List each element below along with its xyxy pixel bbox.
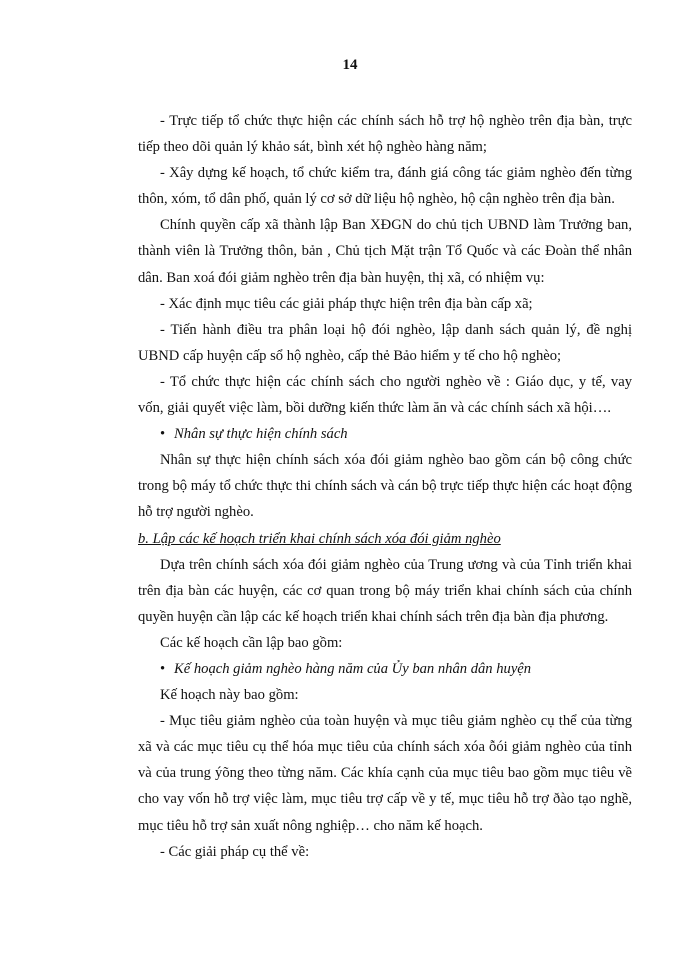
bullet-dot-icon: • [160,660,166,677]
paragraph-3: Chính quyền cấp xã thành lập Ban XĐGN do chủ tịch UBND làm Trưởng ban, thành viên là Trưởng thôn, bản , Chủ tịch Mặt trận Tổ Quốc và các Đoàn thể nhân dân. Ban xoá đói giảm nghèo trên địa bàn huyện, thị xã, có nhiệm vụ: [138,217,632,286]
bullet-text: Kế hoạch giảm nghèo hàng năm của Ủy ban nhân dân huyện [174,660,532,677]
paragraph-7: Nhân sự thực hiện chính sách xóa đói giảm nghèo bao gồm cán bộ công chức trong bộ máy tổ chức thực thi chính sách và cán bộ trực tiếp thực hiện các hoạt động hỗ trợ người nghèo. [138,452,632,521]
paragraph-12: - Các giải pháp cụ thể về: [160,843,310,860]
paragraph-1: - Trực tiếp tổ chức thực hiện các chính sách hỗ trợ hộ nghèo trên địa bàn, trực tiếp theo dõi quản lý khảo sát, bình xét hộ nghèo hàng năm; [138,113,632,156]
document-body [138,108,632,865]
paragraph-11: - Mục tiêu giảm nghèo của toàn huyện và mục tiêu giảm nghèo cụ thể của từng xã và các mục tiêu cụ thể hóa mục tiêu của chính sách xóa ỗói giảm nghèo của tỉnh và của trung ýõng theo từng năm. Các khía cạnh của mục tiêu bao gồm mục tiêu về cho vay vốn hỗ trợ việc làm, mục tiêu trợ cấp về y tế, mục tiêu hỗ trợ ðào tạo nghề, mục tiêu hỗ trợ sản xuất nông nghiệp… cho năm kế hoạch. [138,713,632,834]
bullet-text: Nhân sự thực hiện chính sách [174,426,348,443]
page-number: 14 [342,57,358,73]
paragraph-5: - Tiến hành điều tra phân loại hộ đói nghèo, lập danh sách quản lý, đề nghị UBND cấp huyện cấp sổ hộ nghèo, cấp thẻ Bảo hiểm y tế cho hộ nghèo; [138,321,632,364]
paragraph-4: - Xác định mục tiêu các giải pháp thực hiện trên địa bàn cấp xã; [160,295,533,312]
bullet-item-personnel [138,421,632,447]
section-heading-b: b. Lập các kế hoạch triển khai chính sách xóa đói giảm nghèo [138,530,501,547]
paragraph-6: - Tổ chức thực hiện các chính sách cho người nghèo về : Giáo dục, y tế, vay vốn, giải quyết việc làm, bồi dưỡng kiến thức làm ăn và các chính sách xã hội…. [138,373,632,417]
bullet-dot-icon: • [160,426,166,443]
paragraph-2: - Xây dựng kế hoạch, tổ chức kiểm tra, đánh giá công tác giảm nghèo đến từng thôn, xóm, tổ dân phố, quản lý cơ sở dữ liệu hộ nghèo, hộ cận nghèo trên địa bàn. [138,165,632,208]
paragraph-10: Kế hoạch này bao gồm: [160,687,299,704]
bullet-item-annual-plan [138,656,632,682]
paragraph-9: Các kế hoạch cần lập bao gồm: [160,634,343,651]
paragraph-8: Dựa trên chính sách xóa đói giảm nghèo của Trung ương và của Tỉnh triển khai trên địa bàn các huyện, các cơ quan trong bộ máy triển khai chính sách của chính quyền huyện cần lập các kế hoạch triển khai chính sách trên địa bàn địa phương. [138,556,632,625]
